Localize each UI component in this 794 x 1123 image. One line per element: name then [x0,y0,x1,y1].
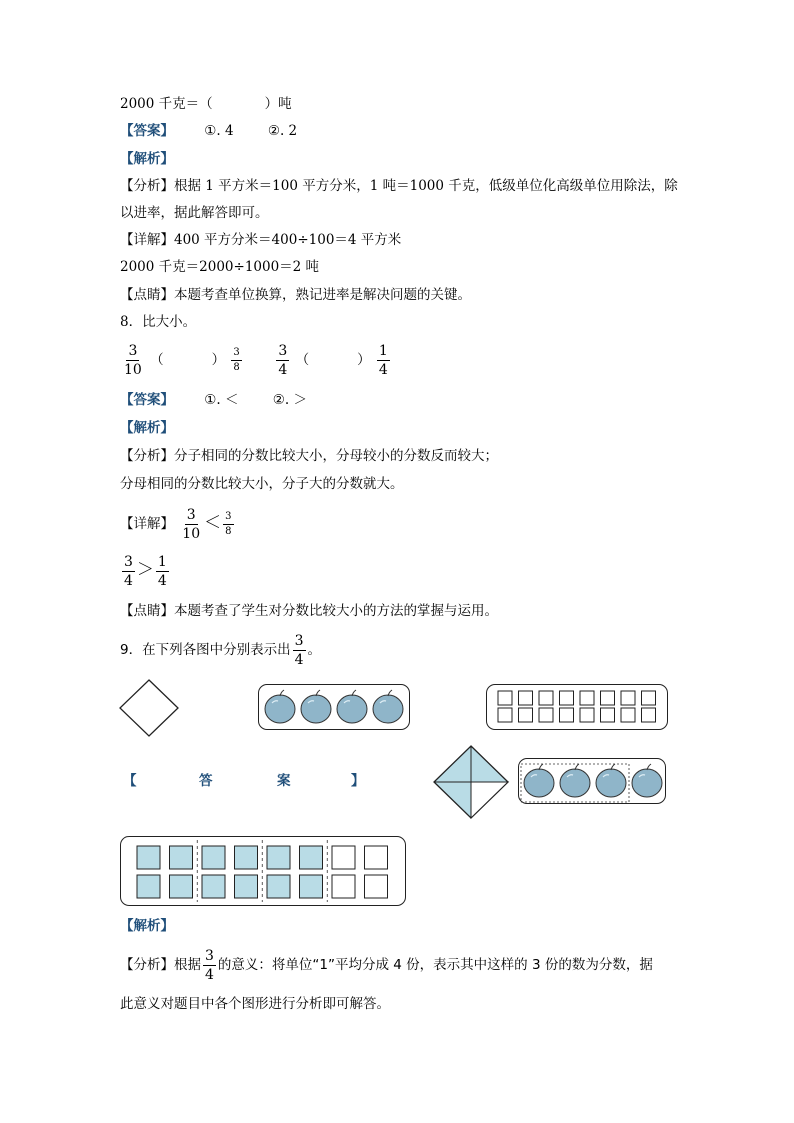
grid-cell [560,708,574,722]
analysis-tag: 【解析】 [120,151,174,167]
analysis-tag: 【解析】 [120,420,174,436]
q9-stem-text: 9．在下列各图中分别表示出 [120,642,291,658]
answer-tag: 【答案】 [120,123,174,139]
q9-analysis [120,916,174,936]
square-outline [120,680,178,736]
q8-answer [120,390,307,410]
grid-cell [300,846,323,869]
fenxi-tag: 【分析】 [120,448,174,464]
q7-xiangjie-2 [120,257,319,277]
q9-stem-period: 。 [307,642,322,658]
grid-cell [601,708,615,722]
grid-cell [621,708,635,722]
fenxi-tag: 【分析】 [120,957,174,973]
q7-xiangjie-text-1: 400 平方分米＝400÷100＝4 平方米 [174,232,402,248]
apple-icon [265,690,295,723]
xiangjie-tag: 【详解】 [120,232,174,248]
apples-question [259,685,409,729]
q9-fenxi-text-2: 此意义对题目中各个图形进行分析即可解答。 [120,996,390,1012]
grid-box [486,684,668,730]
grid-cell [539,708,553,722]
apple-box-answer [518,758,666,804]
q8-fenxi-1 [120,446,498,466]
q9-stem [120,630,321,670]
fraction-3-4: $\frac{3}{4}$ [124,554,133,589]
apple-icon [632,764,662,797]
paren-open: （ [295,352,310,368]
grid-cell [642,691,656,705]
q7-answer [120,121,297,141]
grid-cell [498,708,512,722]
grid-cell [235,846,258,869]
q7-xiangjie-1 [120,230,401,250]
q7-answer-1: ①. 4 [204,123,234,139]
square-unshaded-quarter [471,782,508,818]
apple-icon [301,690,331,723]
greater-than-sign: ＞ [136,560,154,580]
q9-fenxi-1 [120,945,653,985]
xiangjie-tag: 【详解】 [120,516,174,532]
q7-answer-2: ②. 2 [267,123,298,139]
q8-analysis [120,418,174,438]
q7-fenxi-text-2: 以进率，据此解答即可。 [120,205,269,221]
fraction-3-10: $\frac{3}{10}$ [124,343,142,378]
apple-icon [596,764,626,797]
q8-fenxi-text-2: 分母相同的分数比较大小，分子大的分数就大。 [120,476,404,492]
paren-close: ） [357,352,371,368]
fraction-3-4: $\frac{3}{4}$ [294,633,304,668]
q8-stem-text: 8．比大小。 [120,314,197,330]
fraction-3-8: $\frac{3}{8}$ [225,511,232,537]
answer-bracket-open: 【 [123,773,137,789]
grid-cell [519,691,533,705]
q7-stem [120,94,292,114]
empty-square-figure [118,678,180,738]
less-than-sign: ＜ [204,513,222,533]
apple-box [258,684,410,730]
fraction-1-4: $\frac{1}{4}$ [378,343,388,378]
paren-close: ） [211,352,226,368]
fraction-3-4: $\frac{3}{4}$ [278,343,288,378]
q9-fenxi-right: 的意义：将单位“1”平均分成 4 份，表示其中这样的 3 份的数为分数，据 [217,957,653,973]
grid-cell [202,875,225,898]
grid-cell [580,691,594,705]
q8-answer-2: ②. ＞ [272,392,307,408]
grid-cell [621,691,635,705]
q8-stem [120,312,196,332]
grid-cell [642,708,656,722]
q8-xiangjie-2 [120,550,171,591]
grid-question [487,685,667,729]
fraction-3-10: $\frac{3}{10}$ [182,507,201,542]
answer-char-1: 答 [199,773,213,789]
grid-cell [202,846,225,869]
q8-answer-1: ①. ＜ [204,392,239,408]
grid-cell [498,691,512,705]
q8-xiangjie-1 [120,503,236,544]
answer-tag: 【答案】 [120,392,174,408]
q9-fenxi-2 [120,994,390,1014]
apples-answer [519,759,665,803]
q7-fenxi-text-1: 根据 1 平方米＝100 平方分米，1 吨＝1000 千克，低级单位化高级单位用除法，除 [174,178,678,194]
apple-icon [373,690,403,723]
analysis-tag: 【解析】 [120,918,174,934]
q7-stem-left: 2000 千克＝（ [120,96,213,112]
grid-cell [267,875,290,898]
grid-cell [267,846,290,869]
dianjing-tag: 【点睛】 [120,603,174,619]
grid-answer [121,837,405,905]
grid-cell [539,691,553,705]
q8-fenxi-text-1: 分子相同的分数比较大小，分母较小的分数反而较大； [174,448,498,464]
fraction-1-4: $\frac{1}{4}$ [157,554,167,589]
q7-analysis [120,149,174,169]
q8-dianjing [120,601,498,621]
q7-dianjing [120,285,471,305]
fraction-3-8: $\frac{3}{8}$ [233,347,240,373]
grid-cell [235,875,258,898]
apple-icon [337,690,367,723]
grid-cell [519,708,533,722]
grid-cell [601,691,615,705]
shaded-square-figure [432,744,510,820]
apple-icon [524,764,554,797]
grid-cell [580,708,594,722]
q9-answer-tag [123,771,363,791]
grid-cell [365,875,388,898]
paren-open: （ [150,352,164,368]
answer-bracket-close: 】 [351,773,365,789]
q7-fenxi-2 [120,203,269,223]
q9-fenxi-left: 根据 [174,957,201,973]
answer-char-2: 案 [277,773,291,789]
grid-box-answer [120,836,406,906]
apple-icon [560,764,590,797]
grid-cell [560,691,574,705]
grid-cell [332,875,355,898]
dianjing-tag: 【点睛】 [120,287,174,303]
grid-cell [170,875,193,898]
q8-fenxi-2 [120,474,404,494]
q8-compare-row [120,340,392,380]
grid-cell [170,846,193,869]
grid-cell [137,875,160,898]
grid-cell [137,846,160,869]
q7-xiangjie-text-2: 2000 千克＝2000÷1000＝2 吨 [120,259,320,275]
grid-cell [332,846,355,869]
grid-cell [300,875,323,898]
q7-dianjing-text: 本题考查单位换算，熟记进率是解决问题的关键。 [174,287,471,303]
grid-cell [365,846,388,869]
q7-fenxi-1 [120,176,678,196]
fraction-3-4: $\frac{3}{4}$ [205,948,214,983]
fenxi-tag: 【分析】 [120,178,174,194]
q8-dianjing-text: 本题考查了学生对分数比较大小的方法的掌握与运用。 [174,603,498,619]
q7-stem-right: ）吨 [264,96,292,112]
